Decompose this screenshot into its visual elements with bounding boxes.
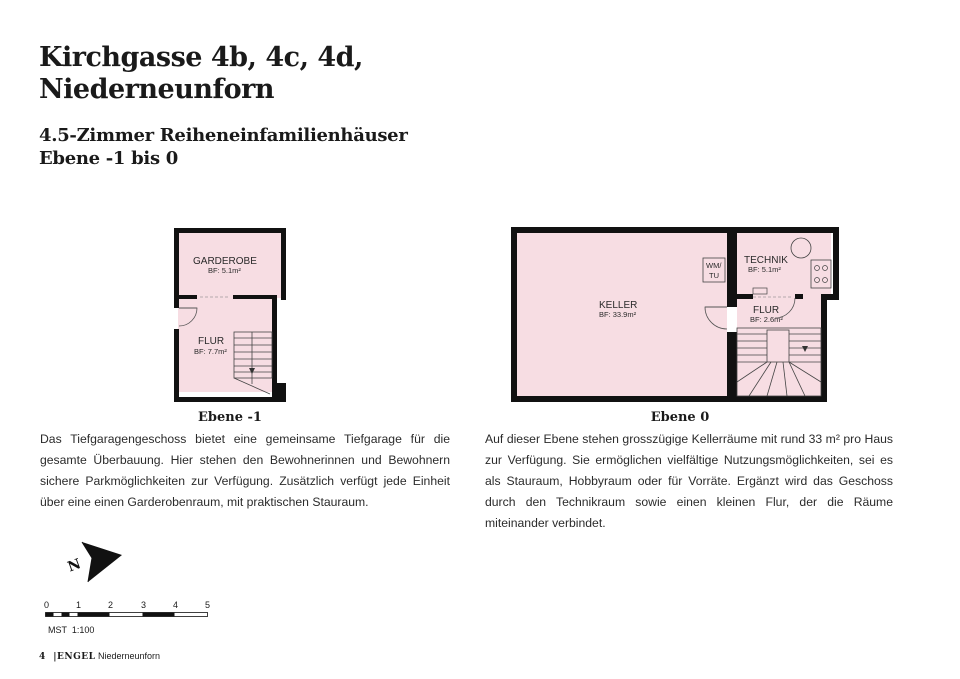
scale-tick-5: 5 [205,600,211,610]
scale-tick-1: 1 [76,600,82,610]
room-area-flur: BF: 7.7m² [194,347,227,356]
room-label-technik: TECHNIK [744,255,788,266]
floor-plan-level-minus-1 [170,224,290,404]
north-label: N [65,556,84,576]
tu-label: TU [709,271,719,280]
scale-tick-2: 2 [108,600,114,610]
level-heading-minus-1: Ebene -1 [198,410,262,425]
page-subtitle [39,124,408,170]
description-level-minus-1: Das Tiefgaragengeschoss bietet eine gemeinsame Tiefgarage für die gesamte Überbauung. Hier stehen den Bewohnerinnen und Bewohnern sichere Parkmöglichkeiten zur Verfügung. Zusätzlich verfügt jede Einheit über eine einen Garderobenraum, mit praktischen Stauraum. [40,432,450,509]
room-label-keller: KELLER [599,300,638,311]
floor-plan-level-0 [505,222,845,406]
page-footer [39,651,160,662]
scale-bar [45,612,211,618]
room-area-flur: BF: 2.6m² [750,315,783,324]
room-area-keller: BF: 33.9m² [599,310,637,319]
scale-tick-4: 4 [173,600,179,610]
room-label-flur: FLUR [198,336,225,347]
scale-tick-0: 0 [44,600,50,610]
scale-tick-3: 3 [141,600,147,610]
page-title [39,42,363,106]
north-arrow [62,538,128,586]
subtitle-line-1: 4.5-Zimmer Reiheneinfamilienhäuser [39,125,408,146]
page-number: 4 [39,652,46,662]
scale-label: MST 1:100 [48,625,95,635]
footer-project: Niederneunforn [98,651,161,661]
level-heading-0: Ebene 0 [650,410,710,425]
room-label-garderobe: GARDEROBE [193,256,257,267]
title-line-1: Kirchgasse 4b, 4c, 4d, [39,42,363,73]
wm-label: WM/ [706,261,722,270]
description-level-0: Auf dieser Ebene stehen grosszügige Kellerräume mit rund 33 m² pro Haus zur Verfügung. Sie ermöglichen vielfältige Nutzungsmöglichkeiten, sei es als Stauraum, Hobbyraum oder für Vorräte. Ergänzt wird das Geschoss durch den Technikraum sowie einen kleinen Flur, der die Räume miteinander verbindet. [485,432,893,530]
subtitle-line-2: Ebene -1 bis 0 [39,148,178,169]
brand-logo: |ENGEL [53,652,96,662]
room-area-technik: BF: 5.1m² [748,265,781,274]
room-area-garderobe: BF: 5.1m² [208,266,241,275]
title-line-2: Niederneunforn [39,74,274,105]
room-label-flur: FLUR [753,305,780,316]
